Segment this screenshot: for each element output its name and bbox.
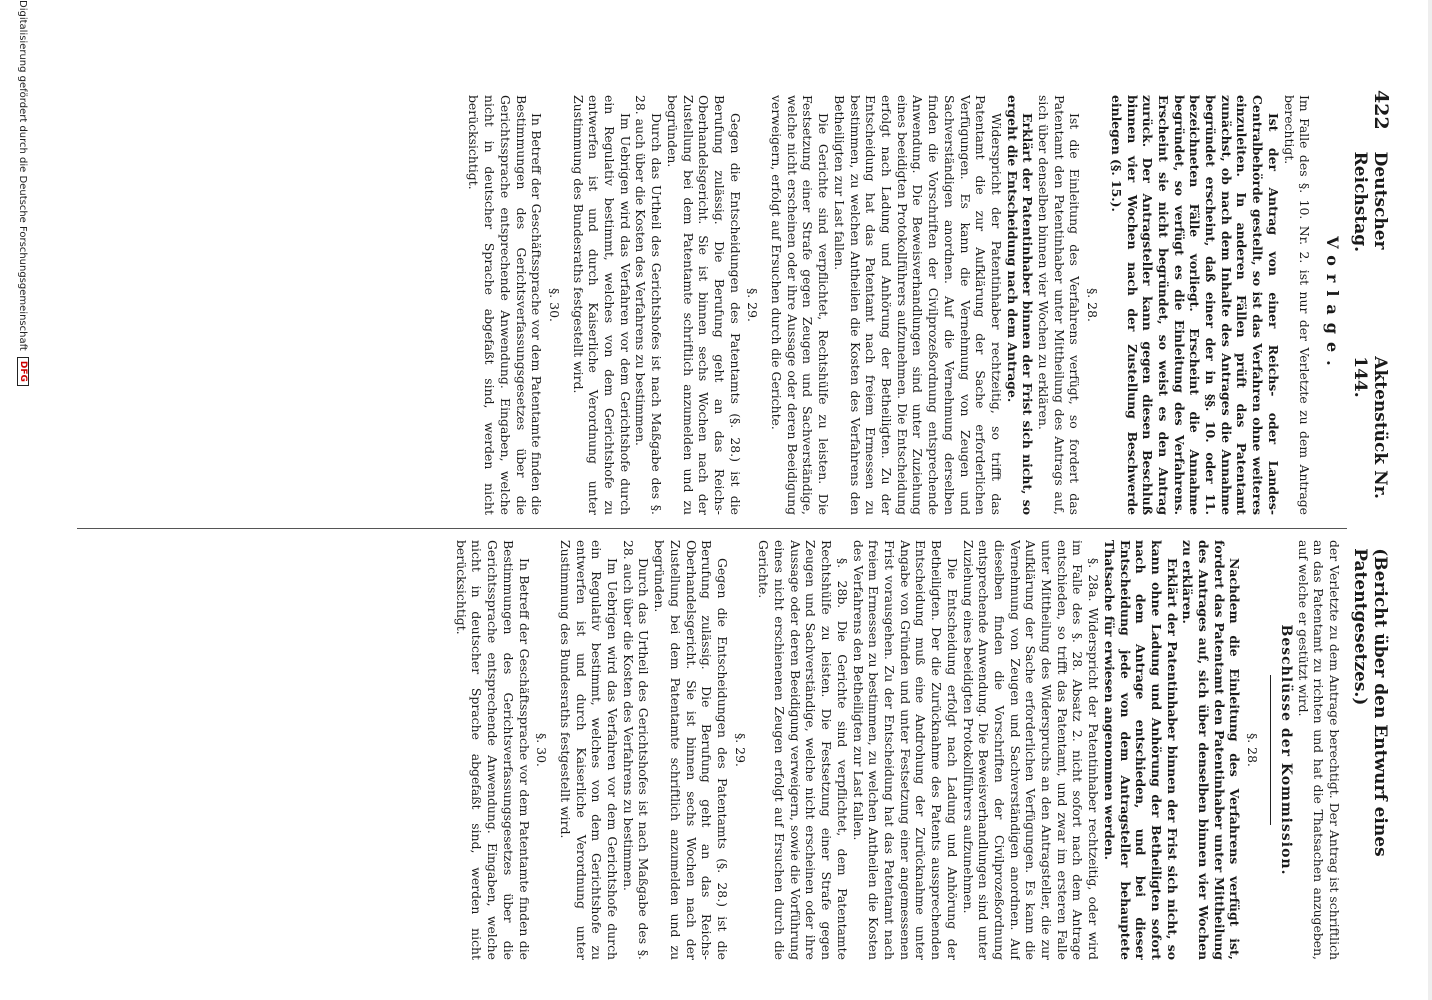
paragraph: Im Uebrigen wird das Verfahren vor dem Gerichtshofe durch ein Regulativ bestimmt, welches von dem Gerichtshofe zu entwerfen ist und durch Kaiserliche Verordnung unter Zustimmung des Bundesraths festgestellt wird. bbox=[570, 95, 633, 515]
page-number: 422 bbox=[1370, 90, 1392, 130]
intro-block bbox=[1108, 95, 1312, 515]
document-subject: (Bericht über den Entwurf eines Patentgesetzes.) bbox=[1350, 548, 1390, 857]
section-heading: §. 29. bbox=[745, 288, 761, 322]
paragraph: Im Uebrigen wird das Verfahren vor dem Gerichtshofe durch ein Regulativ bestimmt, welches von dem Gerichtshofe zu entwerfen ist und durch Kaiserliche Verordnung unter Zustimmung des Bundesraths festgestellt wird. bbox=[557, 540, 621, 960]
paragraph: §. 28b. Die Gerichte sind verpflichtet, dem Patentamte Rechtshülfe zu leisten. Die Festsetzung einer Strafe gegen Zeugen und Sachverständige, welche nicht erscheinen oder ihre Aussage oder deren Beeidigung verweigern, sowie die Vorführung eines nicht erschienenen Zeugen erfolgt auf Ersuchen durch die Gerichte. bbox=[756, 540, 850, 960]
paragraph: Im Falle des §. 10. Nr. 2. ist nur der Verletzte zu dem Antrage berechtigt. bbox=[1281, 95, 1313, 515]
paragraph: Erklärt der Patentinhaber binnen der Frist sich nicht, so kann ohne Ladung und Anhörung der Betheiligten sofort nach dem Antrage entschieden, und bei dieser Entscheidung jede von dem Antragsteller behauptete Thatsache für erwiesen angenommen werden. bbox=[1101, 540, 1180, 960]
paragraph: In Betreff der Geschäftssprache vor dem Patentamte finden die Bestimmungen des Gerichtsverfassungsgesetzes über die Gerichtssprache entsprechende Anwendung. Eingaben, welche nicht in deutscher Sprache abgefaßt sind, werden nicht berücksichtigt. bbox=[453, 540, 532, 960]
section-heading: §. 28. bbox=[1245, 733, 1261, 767]
paragraph: Widerspricht der Patentinhaber rechtzeitig, so trifft das Patentamt die zur Aufklärung der Sache erforderlichen Verfügungen. Es kann die Vernehmung von Zeugen und Sachverständigen anordnen. Auf die Vernehmung derselben finden die Vorschriften der Civilprozeßordnung entsprechende Anwendung. Die Beweisverhandlungen sind unter Zuziehung eines beeidigten Protokollführers aufzunehmen. Die Entscheidung erfolgt nach Ladung und Anhörung der Betheiligten. Zu der Entscheidung hat das Patentamt nach freiem Ermessen zu bestimmen, zu welchen Antheilen die Kosten des Verfahrens den Betheiligten zur Last fallen. bbox=[831, 95, 1004, 515]
column-title: Beschlüsse der Kommission. bbox=[1277, 624, 1294, 876]
column-divider bbox=[77, 528, 1347, 529]
paragraph: Durch das Urtheil des Gerichtshofes ist nach Maßgabe des §. 28. auch über die Kosten des Verfahrens zu bestimmen. bbox=[620, 540, 652, 960]
credit-text: Digitalisierung gefördert durch die Deutsche Forschungsgemeinschaft bbox=[17, 0, 29, 351]
paragraph: Gegen die Entscheidungen des Patentamts (§. 28.) ist die Berufung zulässig. Die Berufung geht an das Reichs-Oberhandelsgericht. Sie ist binnen sechs Wochen nach der Zustellung bei dem Patentamte schriftlich anzumelden und zu begründen. bbox=[652, 540, 730, 960]
paragraph: Ist der Antrag von einer Reichs- oder Landes-Centralbehörde gestellt, so ist das Verfahren ohne weiteres einzuleiten. In anderen Fällen prüft das Patentamt zunächst, ob nach dem Inhalte des Antrages die Annahme begründet erscheint, daß einer der in §§. 10. oder 11. bezeichneten Fälle vorliegt. Erscheint die Annahme begründet, so verfügt es die Einleitung des Verfahrens. Erscheint sie nicht begründet, so weist es den Antrag zurück. Der Antragsteller kann gegen diesen Beschluß binnen vier Wochen nach der Zustellung Beschwerde einlegen (§. 15.). bbox=[1108, 95, 1281, 515]
title-rule bbox=[1270, 675, 1271, 825]
attachment-number: Aktenstück Nr. 144. bbox=[1350, 356, 1390, 499]
section-heading: §. 30. bbox=[546, 288, 562, 322]
column-title: Vorlage. bbox=[1323, 236, 1342, 374]
column-vorlage bbox=[77, 95, 1342, 515]
paragraph: Die Entscheidung erfolgt nach Ladung und Anhörung der Betheiligten. Der die Zurücknahme des Patents aussprechenden Entscheidung muß eine Androhung der Zurücknahme unter Angabe von Gründen und unter Festsetzung einer angemessenen Frist vorausgehen. Zu der Entscheidung hat das Patentamt nach freiem Ermessen zu bestimmen, zu welchen Antheilen die Kosten des Verfahrens den Betheiligten zur Last fallen. bbox=[850, 540, 960, 960]
paragraph: Nachdem die Einleitung des Verfahrens verfügt ist, fordert das Patentamt den Patentinhaber unter Mittheilung des Antrages auf, sich über denselben binnen vier Wochen zu erklären. bbox=[1180, 540, 1243, 960]
paragraph: §. 28a. Widerspricht der Patentinhaber rechtzeitig, oder wird im Falle des §. 28. Absatz 2. nicht sofort nach dem Antrage entschieden, so trifft das Patentamt, und zwar im ersteren Falle unter Mittheilung des Widerspruchs an den Antragsteller, die zur Aufklärung der Sache erforderlichen Verfügungen. Es kann die Vernehmung von Zeugen und Sachverständigen anordnen. Auf dieselben finden die Vorschriften der Civilprozeßordnung entsprechende Anwendung. Die Beweisverhandlungen sind unter Zuziehung eines beeidigten Protokollführers aufzunehmen. bbox=[960, 540, 1102, 960]
publication-title: Deutscher Reichstag. bbox=[1350, 151, 1390, 253]
column-beschluesse bbox=[77, 540, 1342, 960]
section-heading: §. 30. bbox=[534, 733, 550, 767]
paragraph: Durch das Urtheil des Gerichtshofes ist nach Maßgabe des §. 28. auch über die Kosten des Verfahrens zu bestimmen. bbox=[633, 95, 665, 515]
paragraph: In Betreff der Geschäftssprache vor dem Patentamte finden die Bestimmungen des Gerichtsverfassungsgesetzes über die Gerichtssprache entsprechende Anwendung. Eingaben, welche nicht in deutscher Sprache abgefaßt sind, werden nicht berücksichtigt. bbox=[466, 95, 545, 515]
paragraph: Gegen die Entscheidungen des Patentamts (§. 28.) ist die Berufung zulässig. Die Berufung geht an das Reichs-Oberhandelsgericht. Sie ist binnen sechs Wochen nach der Zustellung bei dem Patentamte schriftlich anzumelden und zu begründen. bbox=[664, 95, 743, 515]
paragraph: Ist die Einleitung des Verfahrens verfügt, so fordert das Patentamt den Patentinhaber unter Mittheilung des Antrags auf, sich über denselben binnen vier Wochen zu erklären. bbox=[1036, 95, 1083, 515]
paragraph: der Verletzte zu dem Antrage berechtigt. Der Antrag ist schriftlich an das Patentamt zu richten und hat die Thatsachen anzugeben, auf welche er gestützt wird. bbox=[1295, 540, 1342, 960]
paragraph: Die Gerichte sind verpflichtet, Rechtshülfe zu leisten. Die Festsetzung einer Strafe gegen Zeugen und Sachverständige, welche nicht erscheinen oder ihre Aussage oder deren Beeidigung verweigern, erfolgt auf Ersuchen durch die Gerichte. bbox=[769, 95, 832, 515]
dfg-logo: DFG bbox=[17, 357, 29, 386]
scan-edge bbox=[1428, 0, 1432, 1000]
section-heading: §. 28. bbox=[1085, 288, 1101, 322]
section-heading: §. 29. bbox=[732, 733, 748, 767]
paragraph: Erklärt der Patentinhaber binnen der Frist sich nicht, so ergeht die Entscheidung nach dem Antrage. bbox=[1004, 95, 1036, 515]
page-header bbox=[1350, 90, 1392, 970]
digitization-credit bbox=[12, 0, 34, 1000]
